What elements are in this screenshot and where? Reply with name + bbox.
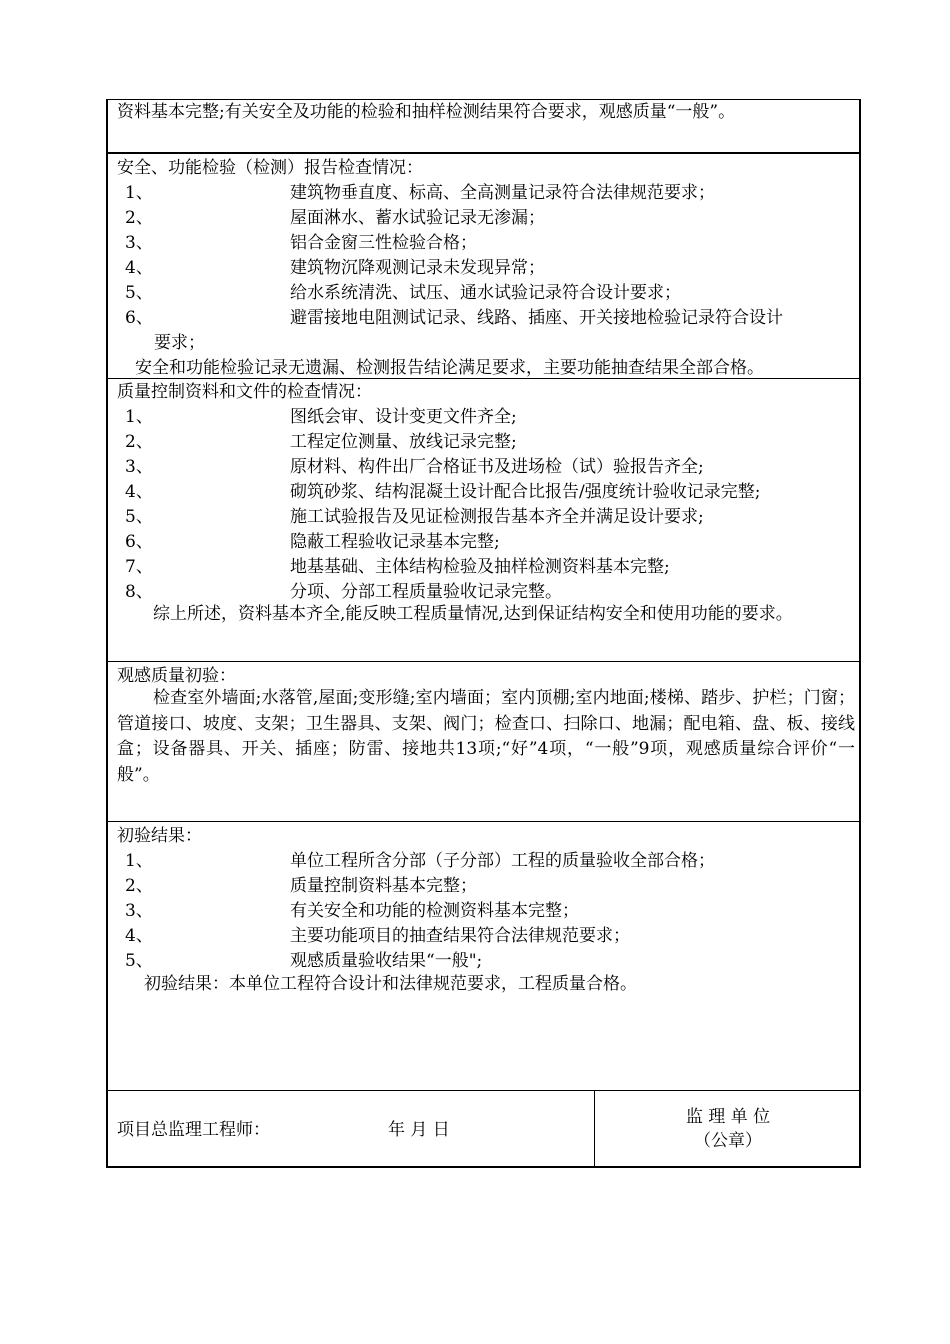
list-item: 5、 施工试验报告及见证检测报告基本齐全并满足设计要求; [125, 507, 704, 527]
list-item: 1、 图纸会审、设计变更文件齐全; [125, 407, 517, 427]
supervision-unit-label: 监 理 单 位 [685, 1107, 771, 1127]
section-summary: 综上所述，资料基本齐全,能反映工程质量情况,达到保证结构安全和使用功能的要求。 [153, 604, 793, 624]
row-divider [106, 1090, 861, 1091]
official-seal-label: （公章） [694, 1131, 762, 1151]
engineer-signature-label: 项目总监理工程师： [117, 1120, 270, 1140]
section-heading: 观感质量初验： [117, 666, 236, 686]
list-item: 5、 观感质量验收结果“一般"; [125, 951, 483, 971]
section-heading: 安全、功能检验（检测）报告检查情况： [117, 158, 423, 178]
list-item: 6、 避雷接地电阻测试记录、线路、插座、开关接地检验记录符合设计 [125, 308, 783, 328]
list-item: 2、 质量控制资料基本完整； [125, 876, 477, 896]
list-item: 1、 建筑物垂直度、标高、全高测量记录符合法律规范要求； [125, 183, 715, 203]
list-item: 5、 给水系统清洗、试压、通水试验记录符合设计要求； [125, 283, 681, 303]
list-item: 6、 隐蔽工程验收记录基本完整; [125, 532, 500, 552]
list-item: 7、 地基基础、主体结构检验及抽样检测资料基本完整; [125, 557, 670, 577]
list-item: 3、 原材料、构件出厂合格证书及进场检（试）验报告齐全; [125, 457, 704, 477]
section-heading: 质量控制资料和文件的检查情况： [117, 382, 372, 402]
section-body: 检查室外墙面;水落管,屋面;变形缝;室内墙面；室内顶棚;室内地面;楼梯、踏步、护栏；门窗；管道接口、坡度、支架；卫生器具、支架、阀门；检查口、扫除口、地漏；配电箱、盘、板、接线盒；设备器具、开关、插座；防雷、接地共13项;“好”4项，“一般”9项，观感质量综合评价“一般”。 [117, 688, 855, 785]
row-divider [106, 661, 861, 662]
list-item: 4、 主要功能项目的抽查结果符合法律规范要求； [125, 926, 630, 946]
top-row-text: 资料基本完整;有关安全及功能的检验和抽样检测结果符合要求，观感质量“一般”。 [117, 102, 736, 122]
list-item: 2、 工程定位测量、放线记录完整; [125, 432, 517, 452]
section-summary: 安全和功能检验记录无遗漏、检测报告结论满足要求，主要功能抽查结果全部合格。 [135, 358, 764, 378]
list-item: 4、 建筑物沉降观测记录未发现异常； [125, 258, 545, 278]
row-divider [106, 152, 861, 154]
list-item-continuation: 要求； [154, 333, 205, 353]
row-divider [106, 821, 861, 822]
list-item: 3、 有关安全和功能的检测资料基本完整； [125, 901, 579, 921]
list-item: 2、 屋面淋水、蓄水试验记录无渗漏； [125, 208, 545, 228]
list-item: 8、 分项、分部工程质量验收记录完整。 [125, 582, 562, 602]
section-heading: 初验结果： [117, 826, 202, 846]
list-item: 4、 砌筑砂浆、结构混凝土设计配合比报告/强度统计验收记录完整; [125, 482, 761, 502]
list-item: 1、 单位工程所含分部（子分部）工程的质量验收全部合格； [125, 851, 715, 871]
date-label: 年 月 日 [388, 1120, 450, 1140]
list-item: 3、 铝合金窗三性检验合格； [125, 233, 477, 253]
section-summary: 初验结果：本单位工程符合设计和法律规范要求，工程质量合格。 [144, 974, 637, 994]
